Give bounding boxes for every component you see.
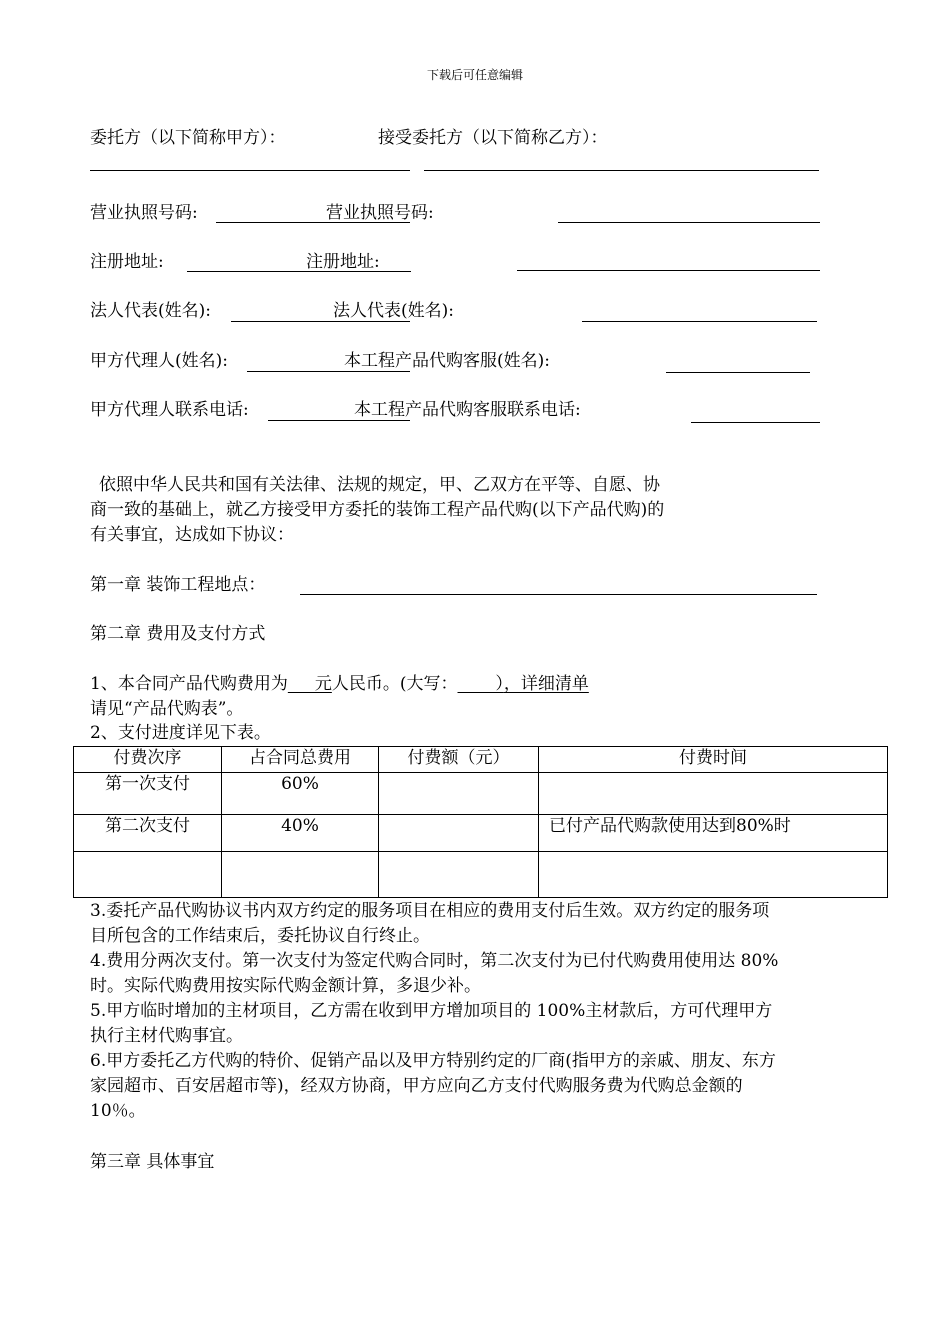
party-b-label: 接受委托方（以下简称乙方）：: [378, 128, 608, 148]
fee-clause-part-1: 1、本合同产品代购费用为: [90, 674, 288, 694]
party-b-legal-rep-line: [582, 321, 817, 322]
table-header-cell: 付费额（元）: [379, 747, 539, 773]
table-row: [74, 815, 888, 852]
party-a-name-line: [90, 170, 410, 171]
party-b-agent-phone-label: 本工程产品代购客服联系电话:: [354, 400, 581, 420]
fee-clause-part-3: ，详细清单: [503, 674, 589, 694]
table-cell: 已付产品代购款使用达到80%时: [539, 815, 888, 852]
party-a-legal-rep-label: 法人代表(姓名):: [90, 301, 211, 321]
table-cell: 第二次支付: [74, 815, 222, 852]
intro-line-3: 有关事宜，达成如下协议：: [90, 525, 294, 545]
party-a-agent-label: 甲方代理人(姓名):: [90, 351, 228, 371]
table-row: [74, 852, 888, 898]
clause-3-line-1: 3.委托产品代购协议书内双方约定的服务项目在相应的费用支付后生效。双方约定的服务项: [90, 901, 770, 921]
party-b-address-line: [517, 270, 820, 271]
party-a-address-label: 注册地址:: [90, 252, 164, 272]
table-cell: [222, 852, 379, 898]
party-a-license-label: 营业执照号码:: [90, 203, 198, 223]
party-b-address-label: 注册地址:: [306, 252, 380, 272]
payment-schedule-note: 2、支付进度详见下表。: [90, 723, 271, 743]
intro-line-1: 依照中华人民共和国有关法律、法规的规定，甲、乙双方在平等、自愿、协: [99, 475, 660, 495]
table-cell: 第一次支付: [74, 773, 222, 815]
clause-6-line-1: 6.甲方委托乙方代购的特价、促销产品以及甲方特别约定的厂商(指甲方的亲戚、朋友、东方: [90, 1051, 776, 1071]
table-cell: [74, 852, 222, 898]
clause-6-line-3: 10％。: [90, 1101, 146, 1121]
chapter2-title: 第二章 费用及支付方式: [90, 624, 266, 644]
fee-clause-line-2: 请见“产品代购表”。: [90, 699, 244, 719]
clause-5-line-2: 执行主材代购事宜。: [90, 1026, 243, 1046]
table-header-cell: 占合同总费用: [222, 747, 379, 773]
party-b-license-label: 营业执照号码:: [326, 203, 434, 223]
clause-5-line-1: 5.甲方临时增加的主材项目，乙方需在收到甲方增加项目的 100%主材款后，方可代理甲方: [90, 1001, 773, 1021]
party-b-agent-phone-line: [691, 422, 820, 423]
table-header-row: [74, 747, 888, 773]
intro-line-2: 商一致的基础上，就乙方接受甲方委托的装饰工程产品代购(以下产品代购)的: [90, 500, 665, 520]
clause-6-line-2: 家园超市、百安居超市等)，经双方协商，甲方应向乙方支付代购服务费为代购总金额的: [90, 1076, 743, 1096]
chapter1-label: 第一章 装饰工程地点：: [90, 575, 266, 595]
table-header-cell: 付费次序: [74, 747, 222, 773]
table-cell: [379, 852, 539, 898]
fee-amount-words-blank: ）: [457, 674, 504, 694]
table-cell: [539, 773, 888, 815]
fee-amount-blank: 元: [287, 674, 332, 694]
party-b-license-line: [558, 222, 820, 223]
table-cell: 40%: [222, 815, 379, 852]
table-header-cell: 付费时间: [539, 747, 888, 773]
table-cell: [379, 773, 539, 815]
party-a-label: 委托方（以下简称甲方）：: [90, 128, 286, 148]
fee-clause-line-1: [90, 673, 589, 695]
clause-4-line-1: 4.费用分两次支付。第一次支付为签定代购合同时，第二次支付为已付代购费用使用达 80%: [90, 951, 779, 971]
party-b-agent-line: [666, 372, 810, 373]
project-location-line: [300, 594, 817, 595]
chapter3-title: 第三章 具体事宜: [90, 1152, 215, 1172]
party-b-legal-rep-label: 法人代表(姓名):: [333, 301, 454, 321]
party-b-name-line: [424, 170, 819, 171]
table-row: [74, 773, 888, 815]
table-cell: 60%: [222, 773, 379, 815]
party-b-agent-label: 本工程产品代购客服(姓名):: [344, 351, 550, 371]
table-cell: [539, 852, 888, 898]
page-header-note: 下载后可任意编辑: [426, 68, 523, 82]
clause-3-line-2: 目所包含的工作结束后，委托协议自行终止。: [90, 926, 430, 946]
clause-4-line-2: 时。实际代购费用按实际代购金额计算，多退少补。: [90, 976, 481, 996]
table-cell: [379, 815, 539, 852]
party-a-agent-phone-label: 甲方代理人联系电话:: [90, 400, 249, 420]
fee-clause-part-2: 人民币。(大写：: [331, 674, 458, 694]
payment-schedule-table: [73, 746, 888, 898]
